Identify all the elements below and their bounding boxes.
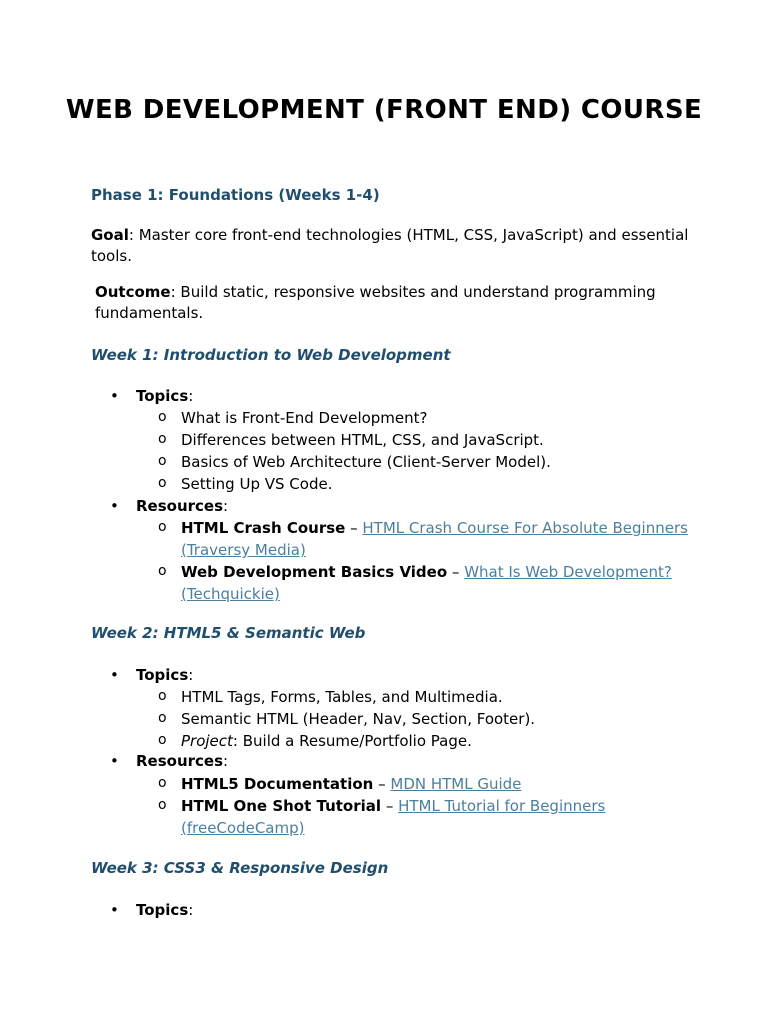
resource-link[interactable]: What Is Web Development? (Techquickie) <box>181 563 672 603</box>
sub-bullet-icon: o <box>158 475 167 491</box>
sub-bullet-icon: o <box>158 775 167 791</box>
list-item: Semantic HTML (Header, Nav, Section, Footer). <box>181 710 536 728</box>
bullet-icon: • <box>110 387 119 405</box>
week2-resources-label: Resources: <box>136 752 229 770</box>
phase-heading: Phase 1: Foundations (Weeks 1-4) <box>91 186 380 204</box>
list-item: What is Front-End Development? <box>181 409 428 427</box>
sub-bullet-icon: o <box>158 710 167 726</box>
list-item: Project: Build a Resume/Portfolio Page. <box>181 732 472 750</box>
project-label: Project <box>181 732 233 750</box>
resource-name: HTML Crash Course <box>181 519 346 537</box>
resource-item: HTML Crash Course – HTML Crash Course For Absolute Beginners (Traversy Media) <box>181 519 688 559</box>
resource-link[interactable]: MDN HTML Guide <box>390 775 522 793</box>
resource-name: Web Development Basics Video <box>181 563 448 581</box>
sub-bullet-icon: o <box>158 519 167 535</box>
week2-heading: Week 2: HTML5 & Semantic Web <box>91 624 366 642</box>
list-item: Basics of Web Architecture (Client-Server Model). <box>181 453 551 471</box>
sub-bullet-icon: o <box>158 688 167 704</box>
week3-heading: Week 3: CSS3 & Responsive Design <box>91 859 389 877</box>
resource-item: Web Development Basics Video – What Is Web Development? (Techquickie) <box>181 563 672 603</box>
resource-link[interactable]: HTML Crash Course For Absolute Beginners (Traversy Media) <box>181 519 688 559</box>
bullet-icon: • <box>110 901 119 919</box>
list-item: Setting Up VS Code. <box>181 475 333 493</box>
bullet-icon: • <box>110 666 119 684</box>
sub-bullet-icon: o <box>158 732 167 748</box>
outcome-label: Outcome <box>95 283 171 301</box>
list-item: HTML Tags, Forms, Tables, and Multimedia. <box>181 688 503 706</box>
resource-item: HTML5 Documentation – MDN HTML Guide <box>181 775 522 793</box>
week2-topics-label: Topics: <box>136 666 194 684</box>
week1-resources-label: Resources: <box>136 497 229 515</box>
outcome-text: : Build static, responsive websites and understand programming fundamentals. <box>95 283 656 322</box>
sub-bullet-icon: o <box>158 431 167 447</box>
sub-bullet-icon: o <box>158 563 167 579</box>
goal-text: : Master core front-end technologies (HTML, CSS, JavaScript) and essential tools. <box>91 226 689 265</box>
bullet-icon: • <box>110 752 119 770</box>
sub-bullet-icon: o <box>158 453 167 469</box>
document-title: WEB DEVELOPMENT (FRONT END) COURSE <box>65 95 703 125</box>
goal-label: Goal <box>91 226 129 244</box>
goal-paragraph <box>91 225 691 267</box>
sub-bullet-icon: o <box>158 409 167 425</box>
week1-heading: Week 1: Introduction to Web Development <box>91 346 451 364</box>
outcome-paragraph <box>95 282 695 324</box>
resource-name: HTML5 Documentation <box>181 775 374 793</box>
resource-name: HTML One Shot Tutorial <box>181 797 382 815</box>
bullet-icon: • <box>110 497 119 515</box>
sub-bullet-icon: o <box>158 797 167 813</box>
week1-topics-label: Topics: <box>136 387 194 405</box>
resource-item: HTML One Shot Tutorial – HTML Tutorial for Beginners (freeCodeCamp) <box>181 797 606 837</box>
resource-link[interactable]: HTML Tutorial for Beginners (freeCodeCamp) <box>181 797 606 837</box>
list-item: Differences between HTML, CSS, and JavaScript. <box>181 431 544 449</box>
week3-topics-label: Topics: <box>136 901 194 919</box>
